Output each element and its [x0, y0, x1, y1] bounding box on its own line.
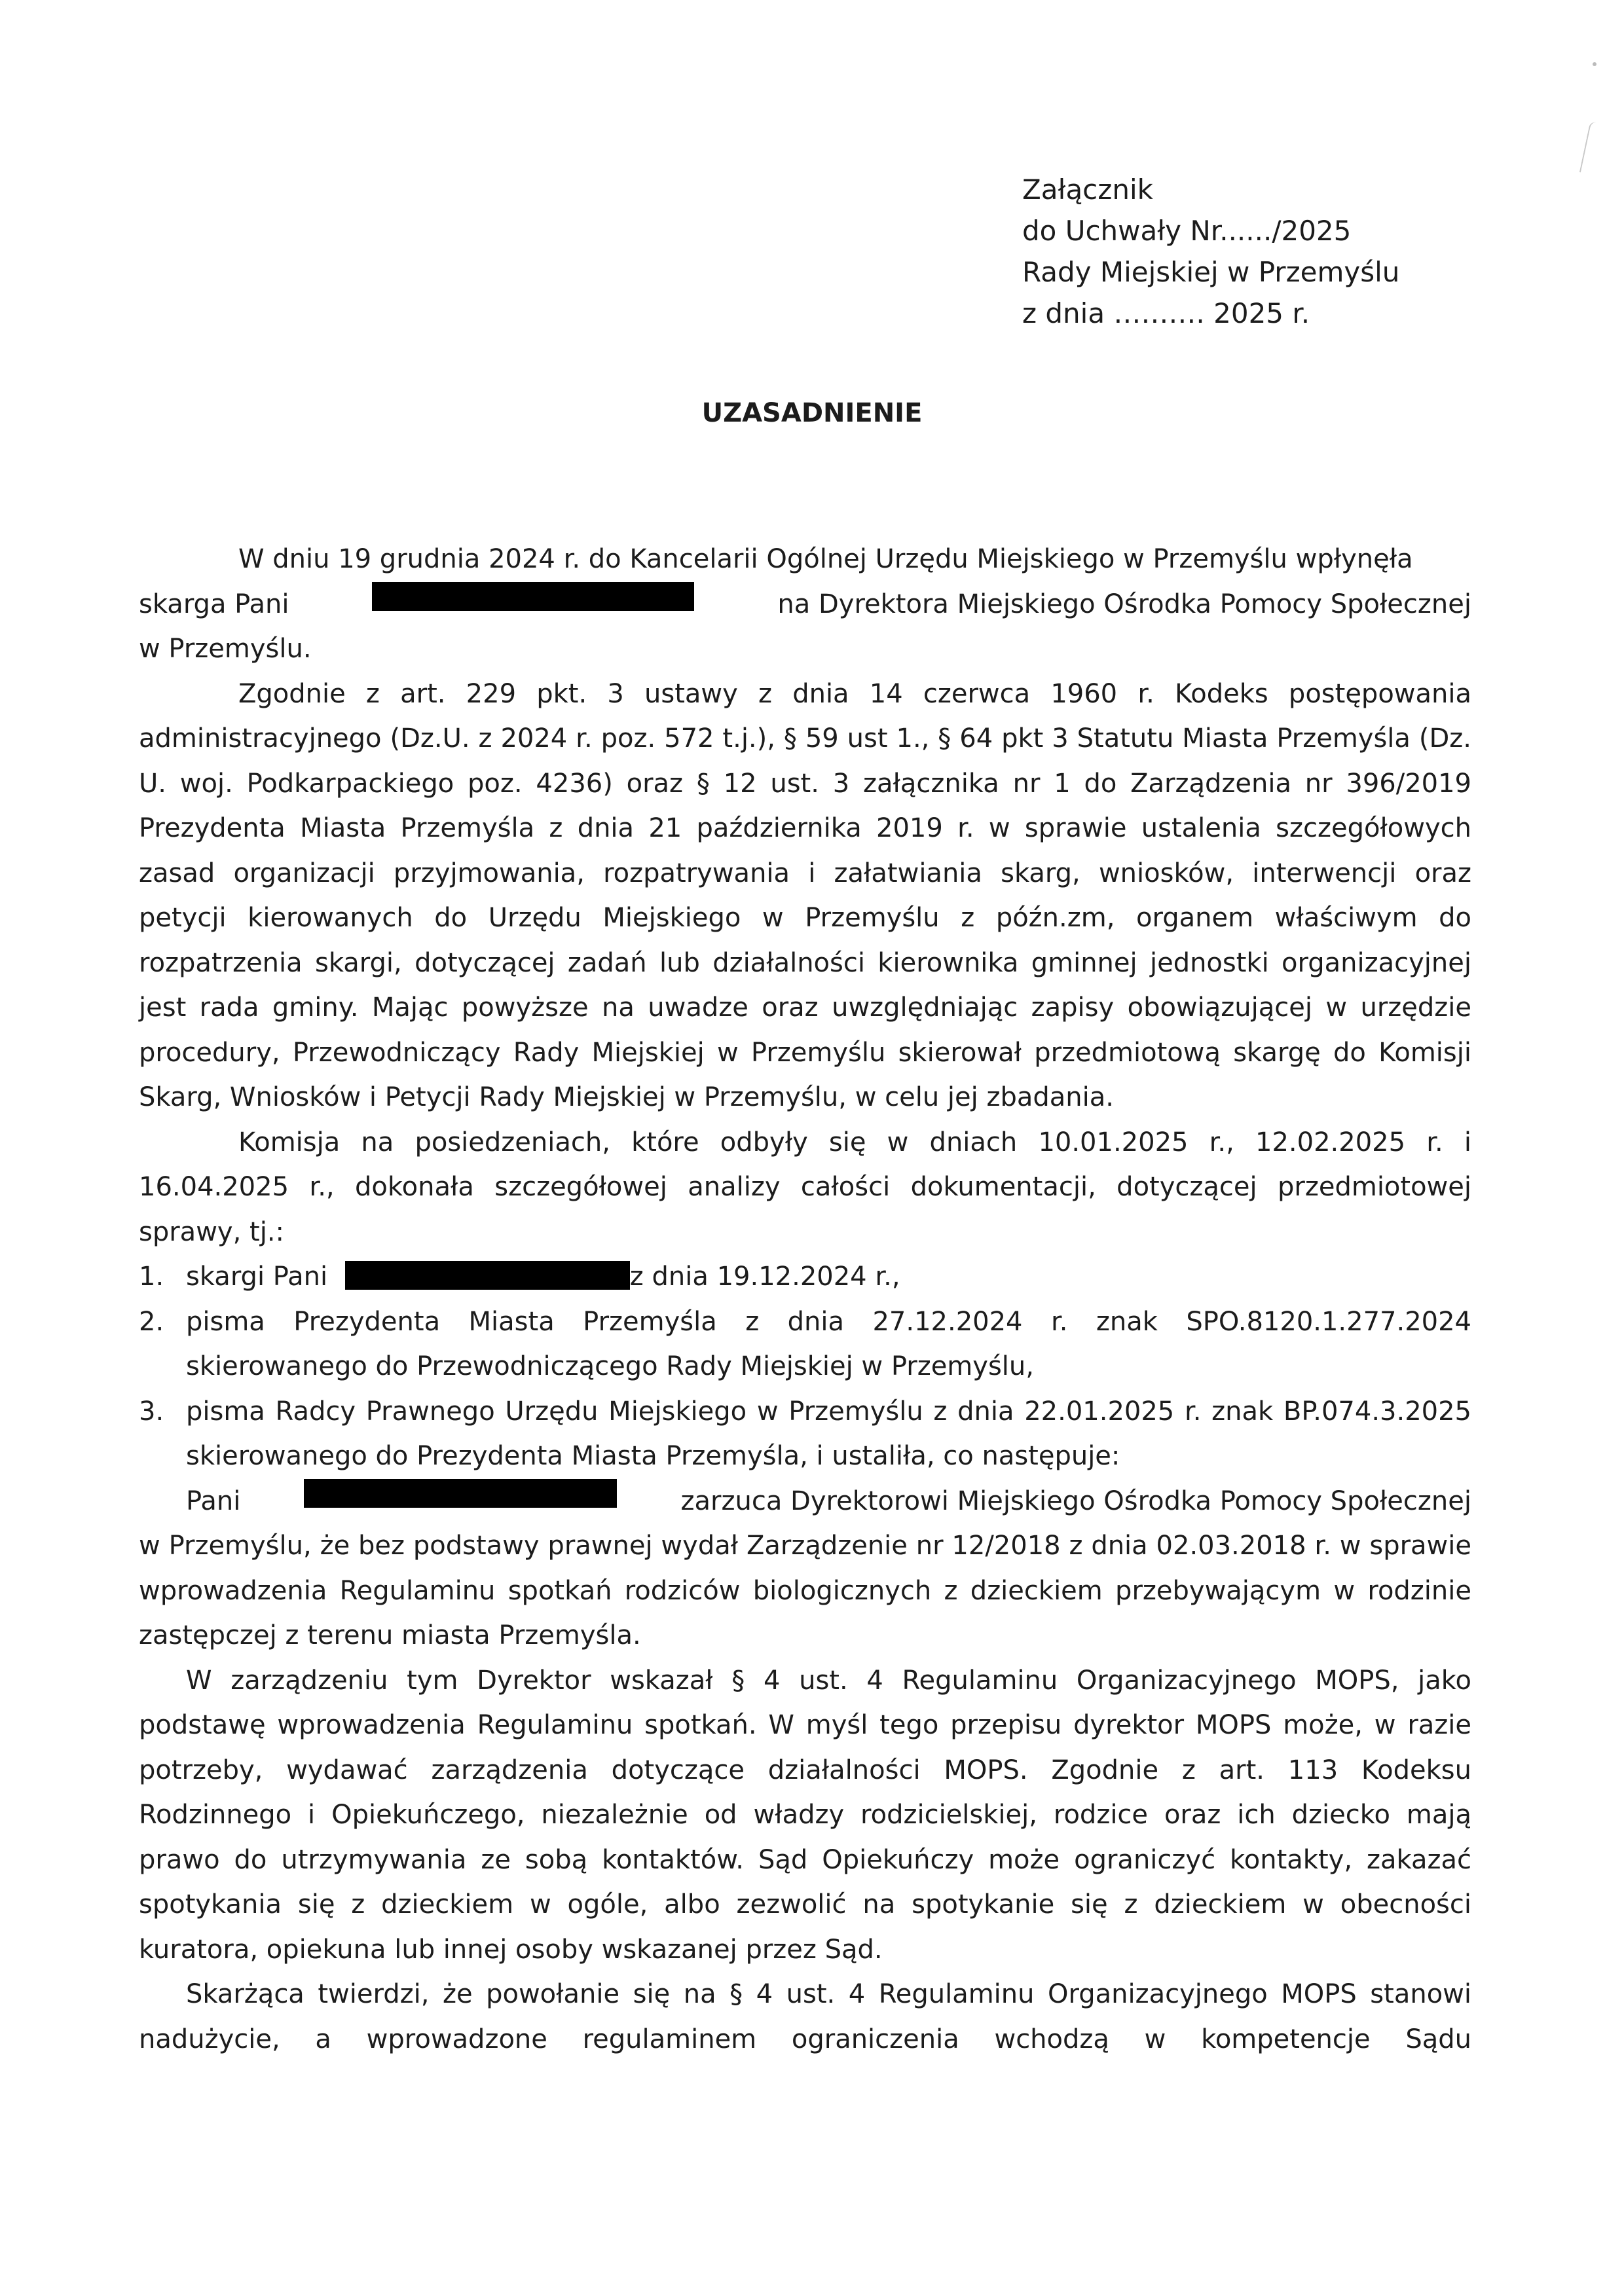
- document-body: [139, 537, 1471, 2062]
- paragraph-1-line-1: [139, 537, 1471, 582]
- document-title: UZASADNIENIE: [701, 398, 923, 428]
- list-item: [139, 1254, 1471, 1300]
- paragraph-1-line-3: w Przemyślu.: [139, 634, 312, 664]
- redacted-name: [345, 1261, 630, 1290]
- scan-speck: [1593, 62, 1596, 66]
- paragraph-accusation-line-1: [139, 1479, 1471, 1524]
- list-item: [139, 1300, 1471, 1389]
- list-item-text: pisma Radcy Prawnego Urzędu Miejskiego w Przemyślu z dnia 22.01.2025 r. znak BP.074.3.2025 skierowanego do Prezydenta Miasta Przemyśla, i ustaliła, co następuje:: [186, 1396, 1471, 1471]
- complaint-target: na Dyrektora Miejskiego Ośrodka Pomocy Społecznej: [777, 589, 1471, 619]
- list-item-date: z dnia 19.12.2024 r.,: [629, 1262, 900, 1292]
- accusation-text: zarzuca Dyrektorowi Miejskiego Ośrodka Pomocy Społecznej: [680, 1485, 1471, 1516]
- list-item-text: skargi Pani: [186, 1262, 328, 1292]
- paragraph-claim: Skarżąca twierdzi, że powołanie się na § 4 ust. 4 Regulaminu Organizacyjnego MOPS stanowi nadużycie, a wprowadzone regulaminem ograniczenia wchodzą w kompetencje Sądu: [139, 1979, 1471, 2054]
- paragraph-1-line-2: [139, 582, 1471, 627]
- list-item: [139, 1389, 1471, 1479]
- attachment-line: Załącznik: [1022, 173, 1153, 206]
- accuser-label: Pani: [186, 1485, 241, 1516]
- paragraph-commission: Komisja na posiedzeniach, które odbyły się w dniach 10.01.2025 r., 12.02.2025 r. i 16.04.2025 r., dokonała szczegółowej analizy całości dokumentacji, dotyczącej przedmiotowej sprawy, tj.:: [139, 1127, 1471, 1247]
- list-number: 3.: [139, 1396, 164, 1427]
- redacted-name: [372, 582, 694, 611]
- documents-list: [139, 1254, 1471, 1479]
- list-item-text: pisma Prezydenta Miasta Przemyśla z dnia 27.12.2024 r. znak SPO.8120.1.277.2024 skierowanego do Przewodniczącego Rady Miejskiej w Przemyślu,: [186, 1306, 1471, 1381]
- paragraph-legal-basis: Zgodnie z art. 229 pkt. 3 ustawy z dnia 14 czerwca 1960 r. Kodeks postępowania administracyjnego (Dz.U. z 2024 r. poz. 572 t.j.), § 59 ust 1., § 64 pkt 3 Statutu Miasta Przemyśla (Dz. U. woj. Podkarpackiego poz. 4236) oraz § 12 ust. 3 załącznika nr 1 do Zarządzenia nr 396/2019 Prezydenta Miasta Przemyśla z dnia 21 października 2019 r. w sprawie ustalenia szczegółowych zasad organizacji przyjmowania, rozpatrywania i załatwiania skarg, wniosków, interwencji oraz petycji kierowanych do Urzędu Miejskiego w Przemyślu z późn.zm, organem właściwym do rozpatrzenia skargi, dotyczącej zadań lub działalności kierownika gminnej jednostki organizacyjnej jest rada gminy. Mając powyższe na uwadze oraz uwzględniając zapisy obowiązującej w urzędzie procedury, Przewodniczący Rady Miejskiej w Przemyślu skierował przedmiotową skargę do Komisji Skarg, Wniosków i Petycji Rady Miejskiej w Przemyślu, w celu jej zbadania.: [139, 678, 1471, 1112]
- attachment-header: [1022, 169, 1399, 334]
- list-number: 1.: [139, 1262, 164, 1292]
- council-name: Rady Miejskiej w Przemyślu: [1022, 256, 1400, 288]
- resolution-date: z dnia ………. 2025 r.: [1022, 297, 1310, 329]
- paragraph-accusation: [139, 1479, 1471, 1658]
- paragraph-regulation: W zarządzeniu tym Dyrektor wskazał § 4 ust. 4 Regulaminu Organizacyjnego MOPS, jako podstawę wprowadzenia Regulaminu spotkań. W myśl tego przepisu dyrektor MOPS może, w razie potrzeby, wydawać zarządzenia dotyczące działalności MOPS. Zgodnie z art. 113 Kodeksu Rodzinnego i Opiekuńczego, niezależnie od władzy rodzicielskiej, rodzice oraz ich dziecko mają prawo do utrzymywania ze sobą kontaktów. Sąd Opiekuńczy może ograniczyć kontakty, zakazać spotykania się z dzieckiem w ogóle, albo zezwolić na spotykanie się z dzieckiem w obecności kuratora, opiekuna lub innej osoby wskazanej przez Sąd.: [139, 1665, 1471, 1965]
- complaint-label: skarga Pani: [139, 589, 289, 619]
- list-number: 2.: [139, 1306, 164, 1337]
- redacted-name: [304, 1479, 617, 1508]
- resolution-number: do Uchwały Nr....../2025: [1022, 215, 1352, 247]
- paragraph-1-text: W dniu 19 grudnia 2024 r. do Kancelarii Ogólnej Urzędu Miejskiego w Przemyślu wpłynęła: [238, 544, 1413, 574]
- accusation-continuation: w Przemyślu, że bez podstawy prawnej wydał Zarządzenie nr 12/2018 z dnia 02.03.2018 r. w sprawie wprowadzenia Regulaminu spotkań rodziców biologicznych z dzieckiem przebywającym w rodzinie zastępczej z terenu miasta Przemyśla.: [139, 1531, 1471, 1650]
- scan-mark: [1579, 121, 1596, 173]
